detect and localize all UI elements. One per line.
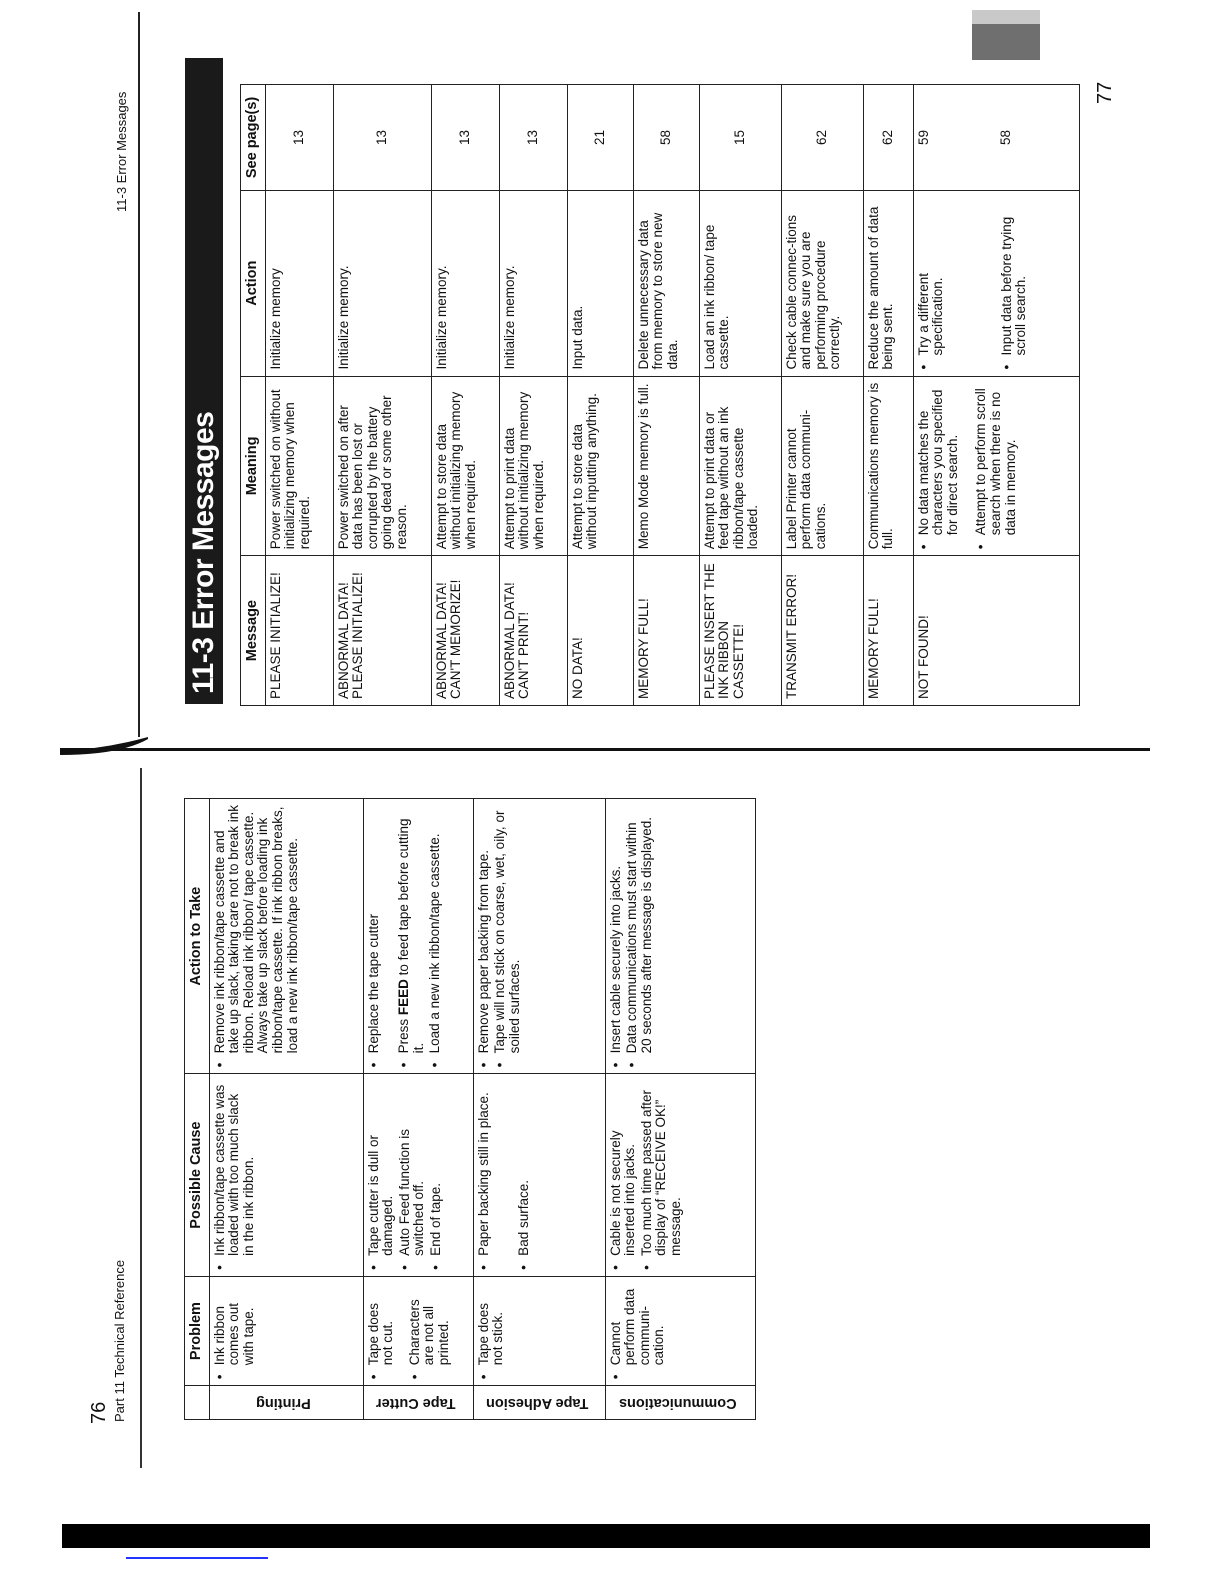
table-row [265, 85, 333, 706]
table-row [605, 799, 755, 1420]
troubleshooting-table-container [184, 798, 756, 1420]
page-ref-cell: 21 [567, 85, 633, 191]
message-cell: ABNORMAL DATA! PLEASE INITIALIZE! [333, 556, 431, 706]
page-edge-rule-left [140, 768, 142, 1468]
page-ref-58: 58 [998, 129, 1014, 145]
page-ref-cell [913, 85, 1079, 191]
page-ref-cell: 13 [333, 85, 431, 191]
action-cell: • Insert cable securely into jacks. • Data communications must start within 20 seconds after message is displayed. [605, 799, 755, 1074]
error-messages-table-container [240, 84, 1080, 706]
problem-header: Problem [185, 1276, 210, 1385]
error-messages-table [240, 84, 1080, 706]
action-cell: • Try a different specification. • Input data before trying scroll search. [913, 190, 1079, 376]
spine-curve [60, 735, 160, 765]
page-ref-cell: 13 [265, 85, 333, 191]
problem-cell: • Cannot perform data communi-cation. [605, 1276, 755, 1385]
table-row [781, 85, 863, 706]
meaning-header: Meaning [241, 376, 266, 556]
troubleshooting-table [184, 798, 756, 1420]
cause-cell: • Cable is not securely inserted into jacks. • Too much time passed after display of “RECEIVE OK!” message. [605, 1074, 755, 1276]
action-cell: Delete unnecessary data from memory to store new data. [633, 190, 699, 376]
action-cell: Reduce the amount of data being sent. [863, 190, 913, 376]
meaning-cell: • No data matches the characters you specified for direct search. • Attempt to perform scroll search when there is no data in memory. [913, 376, 1079, 556]
message-cell: NOT FOUND! [913, 556, 1079, 706]
cause-cell: • Ink ribbon/tape cassette was loaded with too much slack in the ink ribbon. [209, 1074, 363, 1276]
message-cell: ABNORMAL DATA! CAN'T MEMORIZE! [431, 556, 499, 706]
action-cell: • Remove paper backing from tape. • Tape will not stick on coarse, wet, oily, or soiled surfaces. [473, 799, 605, 1074]
action-header: Action to Take [185, 799, 210, 1074]
scan-blue-line [126, 1557, 268, 1559]
problem-cell: • Ink ribbon comes out with tape. [209, 1276, 363, 1385]
action-cell: • Replace the tape cutter • Press FEED to feed tape before cutting it. • Load a new ink ribbon/tape cassette. [363, 799, 473, 1074]
page-ref-59: 59 [915, 129, 931, 145]
action-header: Action [241, 190, 266, 376]
page-ref-cell: 13 [499, 85, 567, 191]
message-cell: ABNORMAL DATA! CAN'T PRINT! [499, 556, 567, 706]
cause-cell: • Paper backing still in place. • Bad surface. [473, 1074, 605, 1276]
error-header-row [241, 85, 266, 706]
troubleshooting-header-row [185, 799, 210, 1420]
thumb-index-tab-highlight [972, 10, 1040, 24]
page-number-76: 76 [88, 1401, 110, 1424]
table-row [473, 799, 605, 1420]
category-header [185, 1386, 210, 1420]
table-row [567, 85, 633, 706]
see-pages-header: See page(s) [241, 85, 266, 191]
message-cell: MEMORY FULL! [633, 556, 699, 706]
action-cell: Initialize memory [265, 190, 333, 376]
meaning-cell: Attempt to store data without initializing memory when required. [431, 376, 499, 556]
scan-edge-bar [62, 1524, 1150, 1548]
meaning-cell: Attempt to store data without inputting anything. [567, 376, 633, 556]
left-header-text: Part 11 Technical Reference [112, 1259, 127, 1422]
page-edge-rule [138, 12, 140, 737]
right-header-text: 11-3 Error Messages [114, 91, 129, 212]
feed-key-label: FEED [396, 979, 412, 1016]
action-cell: Initialize memory. [431, 190, 499, 376]
category-communications: Communications [605, 1386, 755, 1420]
table-row [333, 85, 431, 706]
meaning-cell: Memo Mode memory is full. [633, 376, 699, 556]
section-title: 11-3 Error Messages [185, 58, 223, 704]
action-cell: Initialize memory. [499, 190, 567, 376]
message-cell: MEMORY FULL! [863, 556, 913, 706]
message-cell: PLEASE INITIALIZE! [265, 556, 333, 706]
table-row [863, 85, 913, 706]
meaning-cell: Label Printer cannot perform data communi-cations. [781, 376, 863, 556]
problem-cell: • Tape does not stick. [473, 1276, 605, 1385]
table-row [913, 85, 1079, 706]
table-row [499, 85, 567, 706]
action-cell: Initialize memory. [333, 190, 431, 376]
page-ref-cell: 62 [781, 85, 863, 191]
meaning-cell: Attempt to print data without initializing memory when required. [499, 376, 567, 556]
action-cell: Input data. [567, 190, 633, 376]
cause-header: Possible Cause [185, 1074, 210, 1276]
action-cell: Check cable connec-tions and make sure you are performing procedure correctly. [781, 190, 863, 376]
table-row [699, 85, 781, 706]
problem-cell: • Tape does not cut. • Characters are not all printed. [363, 1276, 473, 1385]
table-row [209, 799, 363, 1420]
page-ref-cell: 62 [863, 85, 913, 191]
meaning-cell: Power switched on without initializing memory when required. [265, 376, 333, 556]
meaning-cell: Power switched on after data has been lost or corrupted by the battery going dead or some other reason. [333, 376, 431, 556]
table-row [363, 799, 473, 1420]
message-cell: PLEASE INSERT THE INK RIBBON CASSETTE! [699, 556, 781, 706]
table-row [431, 85, 499, 706]
right-running-header [114, 92, 129, 212]
message-cell: TRANSMIT ERROR! [781, 556, 863, 706]
message-header: Message [241, 556, 266, 706]
cause-cell: • Tape cutter is dull or damaged. • Auto Feed function is switched off. • End of tape. [363, 1074, 473, 1276]
left-running-header [112, 1260, 127, 1422]
book-spine [60, 748, 1150, 751]
page-number-77: 77 [1094, 81, 1116, 104]
page-ref-cell: 13 [431, 85, 499, 191]
action-cell: • Remove ink ribbon/tape cassette and take up slack, taking care not to break ink ribbon. Reload ink ribbon/ tape cassette. Always take up slack before loading ink ribbon/tape cassette. If ink ribbon breaks, load a new ink ribbon/tape cassette. [209, 799, 363, 1074]
category-tape-adhesion: Tape Adhesion [473, 1386, 605, 1420]
action-cell: Load an ink ribbon/ tape cassette. [699, 190, 781, 376]
meaning-cell: Communications memory is full. [863, 376, 913, 556]
table-row [633, 85, 699, 706]
category-printing: Printing [209, 1386, 363, 1420]
category-tape-cutter: Tape Cutter [363, 1386, 473, 1420]
page-ref-cell: 15 [699, 85, 781, 191]
meaning-cell: Attempt to print data or feed tape without an ink ribbon/tape cassette loaded. [699, 376, 781, 556]
message-cell: NO DATA! [567, 556, 633, 706]
page-ref-cell: 58 [633, 85, 699, 191]
